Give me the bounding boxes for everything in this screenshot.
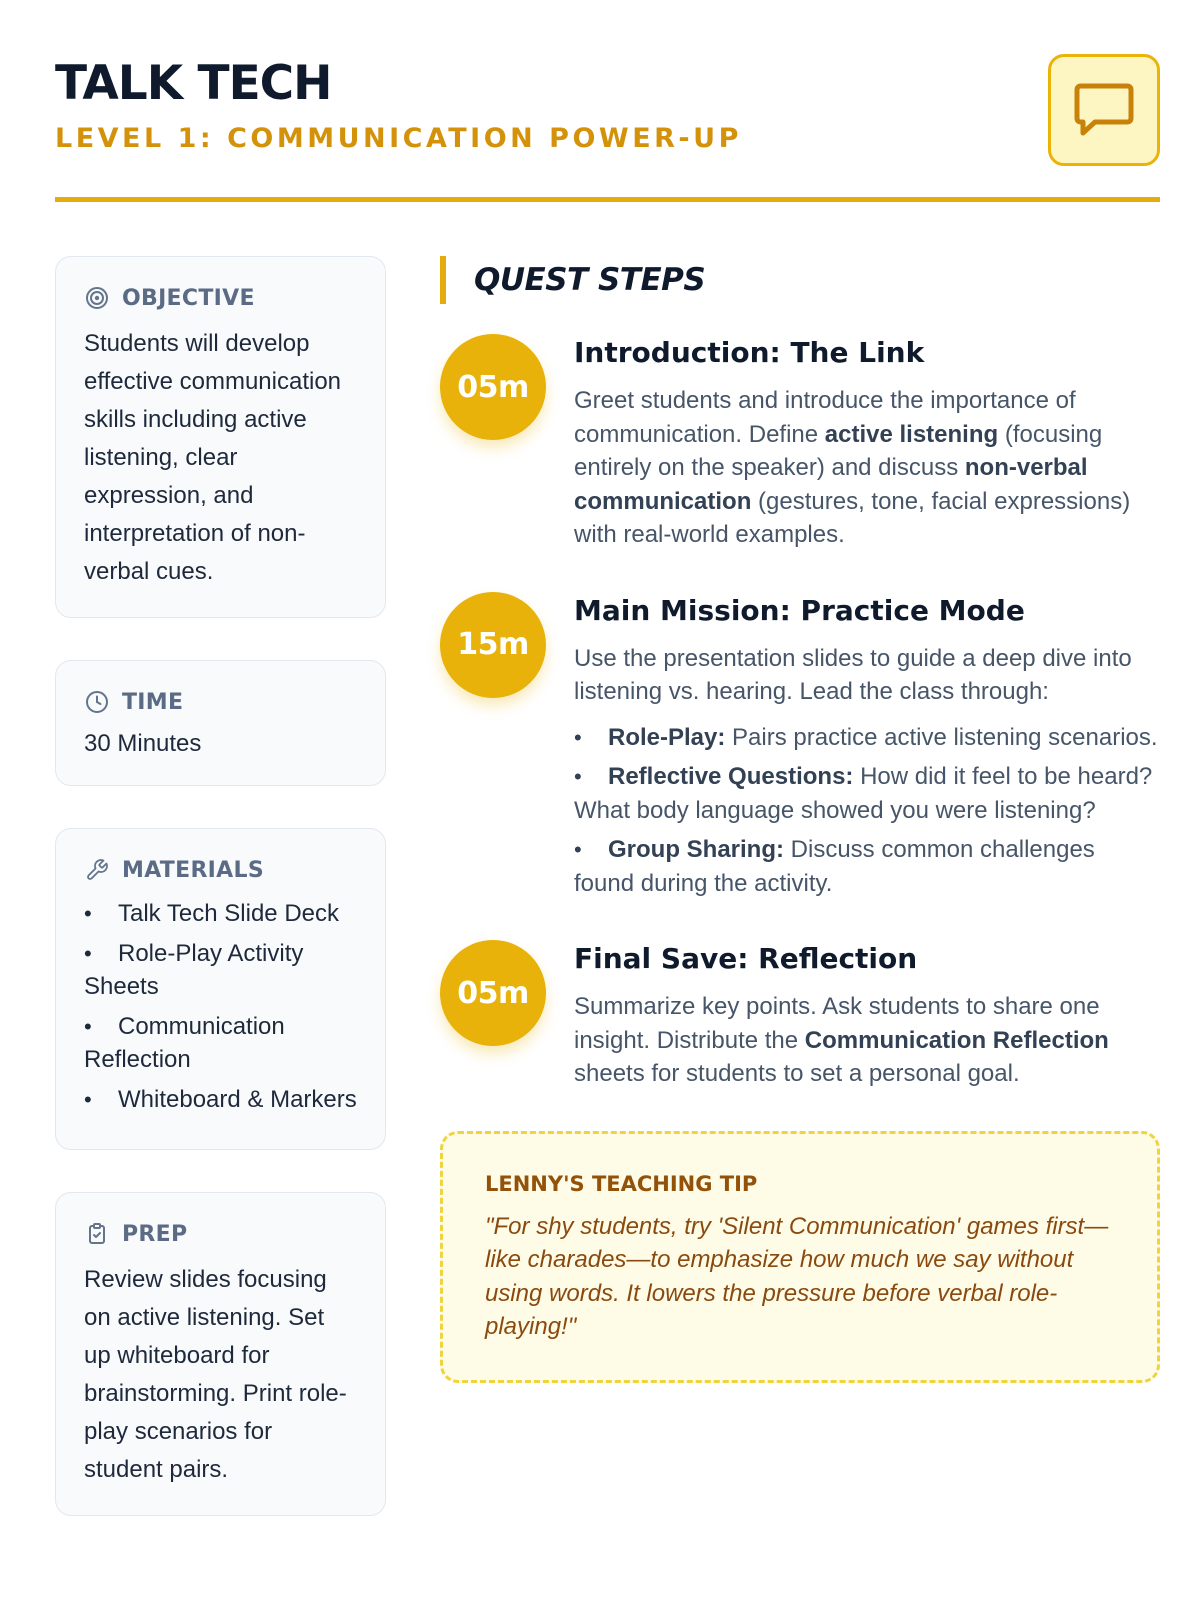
text-segment: Greet students and introduce the importance of communication. Define xyxy=(574,387,1076,448)
list-item: • Role-Play Activity Sheets xyxy=(84,937,357,1003)
list-item xyxy=(574,760,1160,827)
objective-title: OBJECTIVE xyxy=(122,285,255,311)
text-segment: sheets for students to set a personal goal. xyxy=(574,1060,1020,1087)
header xyxy=(55,0,1160,202)
wrench-icon xyxy=(84,857,110,883)
tip-title: LENNY'S TEACHING TIP xyxy=(485,1171,758,1196)
list-item-text: How did it feel to be heard? What body language showed you were listening? xyxy=(574,763,1153,824)
list-item xyxy=(574,833,1160,900)
step-time-badge: 05m xyxy=(440,940,546,1046)
prep-card xyxy=(55,1192,386,1516)
teaching-tip xyxy=(440,1131,1160,1383)
list-item: • Talk Tech Slide Deck xyxy=(84,897,357,930)
materials-title: MATERIALS xyxy=(122,857,264,883)
step-title: Introduction: The Link xyxy=(574,336,925,369)
list-item-label: Role-Play: xyxy=(608,723,726,751)
lesson-plan-page xyxy=(55,0,1160,1483)
sidebar xyxy=(55,256,386,1558)
time-card xyxy=(55,660,386,786)
section-header xyxy=(440,256,1160,304)
emphasis-text: active listening xyxy=(824,420,999,448)
step-introduction xyxy=(440,334,1160,552)
materials-card xyxy=(55,828,386,1150)
step-text xyxy=(574,384,1160,552)
step-text xyxy=(574,990,1160,1091)
clipboard-check-icon xyxy=(84,1221,110,1247)
materials-list xyxy=(84,897,357,1116)
time-title: TIME xyxy=(122,689,184,715)
prep-title: PREP xyxy=(122,1221,188,1247)
target-icon xyxy=(84,285,110,311)
emphasis-text: Communication Reflection xyxy=(804,1026,1109,1054)
step-time-badge: 05m xyxy=(440,334,546,440)
prep-text: Review slides focusing on active listening. Set up whiteboard for brainstorming. Print role-play scenarios for student pairs. xyxy=(84,1266,347,1483)
main-content xyxy=(440,256,1160,1383)
text-segment: (gestures, tone, facial expressions) with real-world examples. xyxy=(574,487,1131,548)
list-item-text: Pairs practice active listening scenarios. xyxy=(725,723,1158,751)
text-segment: Summarize key points. Ask students to share one insight. Distribute the xyxy=(574,993,1100,1054)
step-activity-list xyxy=(574,721,1160,901)
page-title: TALK TECH xyxy=(55,56,332,111)
list-item-label: Reflective Questions: xyxy=(608,763,854,790)
tip-text: "For shy students, try 'Silent Communication' games first—like charades—to emphasize how much we say without using words. It lowers the pressure before verbal role-playing!" xyxy=(485,1212,1109,1340)
list-item: • Whiteboard & Markers xyxy=(84,1083,357,1116)
step-title: Main Mission: Practice Mode xyxy=(574,593,1025,627)
time-text: 30 Minutes xyxy=(84,730,202,757)
list-item: • Communication Reflection xyxy=(84,1010,357,1076)
objective-card xyxy=(55,256,386,618)
step-main-mission xyxy=(440,592,1160,901)
list-item xyxy=(574,721,1160,755)
list-item-label: Group Sharing: xyxy=(608,836,784,863)
step-final-save xyxy=(440,940,1160,1091)
list-item-text: Discuss common challenges found during the activity. xyxy=(574,836,1095,897)
emphasis-text: non-verbal communication xyxy=(574,454,1088,515)
text-segment: (focusing entirely on the speaker) and discuss xyxy=(574,420,1103,481)
step-title: Final Save: Reflection xyxy=(574,942,918,975)
page-subtitle: LEVEL 1: COMMUNICATION POWER-UP xyxy=(55,123,742,154)
step-text: Use the presentation slides to guide a deep dive into listening vs. hearing. Lead the class through: xyxy=(574,644,1132,705)
objective-text: Students will develop effective communication skills including active listening, clear expression, and interpretation of non-verbal cues. xyxy=(84,330,342,585)
section-title: QUEST STEPS xyxy=(474,262,706,298)
step-time-badge: 15m xyxy=(440,592,546,698)
chat-bubble-icon xyxy=(1048,54,1160,166)
clock-icon xyxy=(84,689,110,715)
